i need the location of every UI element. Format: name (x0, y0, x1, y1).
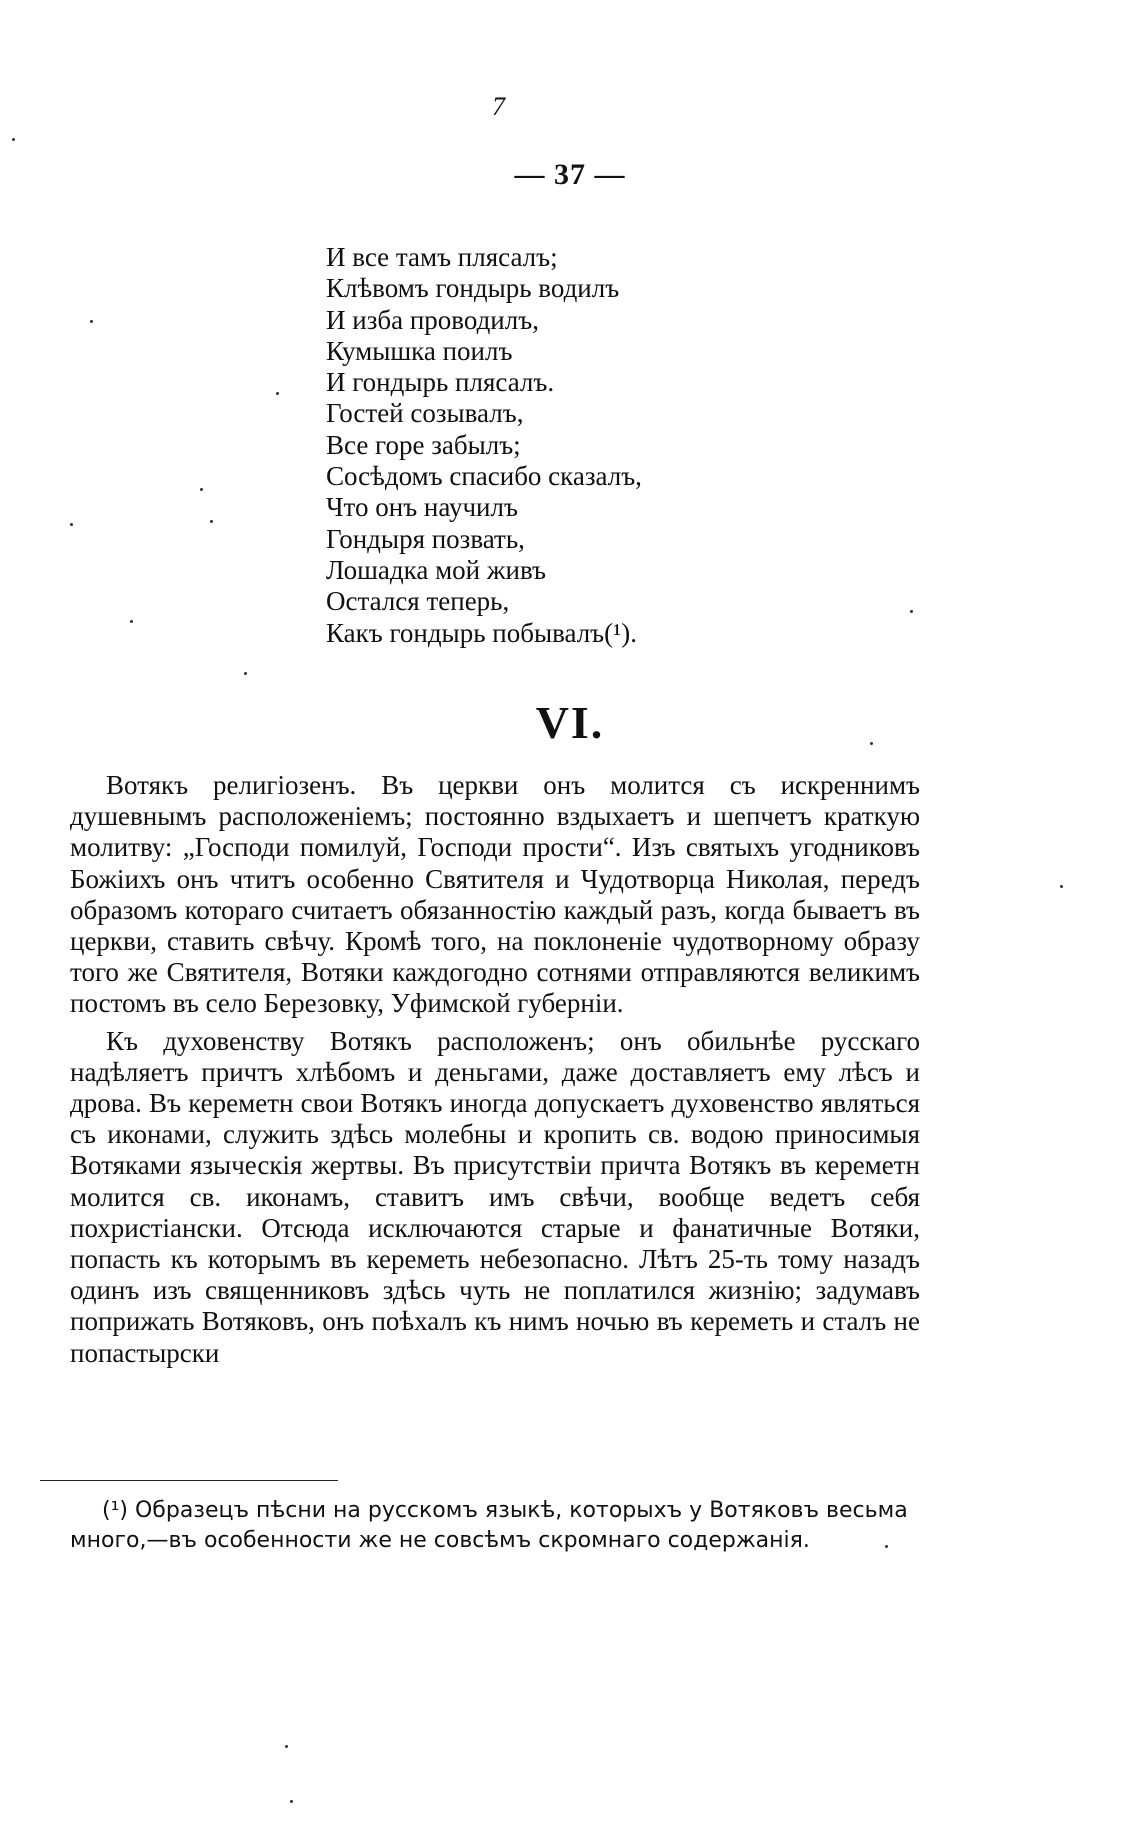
poem-line: И изба проводилъ, (326, 304, 539, 335)
poem-line: Остался теперь, (326, 586, 510, 617)
scan-speck (290, 1800, 293, 1803)
scan-speck (910, 610, 913, 613)
body-text (70, 770, 920, 1375)
scan-speck (276, 392, 279, 395)
paragraph: Вотякъ религіозенъ. Въ церкви онъ молится съ искреннимъ душевнымъ расположеніемъ; постоянно вздыхаетъ и шепчетъ краткую молитву: „Господи помилуй, Господи прости“. Изъ святыхъ угодниковъ Божіихъ онъ чтитъ особенно Святителя и Чудотворца Николая, передъ образомъ котораго считаетъ обязанностію каждый разъ, когда бываетъ въ церкви, ставить свѣчу. Кромѣ того, на поклоненіе чудотворному образу того же Святителя, Вотяки каждогодно сотнями отправляются великимъ постомъ въ село Березовку, Уфимской губерніи. (70, 770, 920, 1019)
top-mark: 7 (492, 92, 505, 121)
scan-speck (210, 520, 213, 523)
poem-line: Гондыря позвать, (326, 523, 525, 554)
scan-speck (885, 1545, 888, 1548)
scan-speck (200, 488, 203, 491)
chapter-heading: VI. (535, 697, 605, 748)
poem-line: Сосѣдомъ спасибо сказалъ, (326, 461, 642, 492)
scan-speck (130, 620, 133, 623)
poem-line: Кумышка поилъ (326, 335, 513, 366)
poem-line: И гондырь плясалъ. (326, 367, 555, 398)
scan-speck (1060, 885, 1063, 888)
footnote: (¹) Образецъ пѣсни на русскомъ языкѣ, которыхъ у Вотяковъ весьма много,—въ особенности же не совсѣмъ скромнаго содержанія. (70, 1498, 908, 1553)
poem-line: Какъ гондырь побывалъ(¹). (326, 617, 637, 648)
poem-line: Клѣвомъ гондырь водилъ (326, 273, 620, 304)
scan-speck (244, 672, 247, 675)
poem-line: Все горе забылъ; (326, 429, 521, 460)
footnote-divider (40, 1480, 338, 1481)
paragraph: Къ духовенству Вотякъ расположенъ; онъ обильнѣе русскаго надѣляетъ причтъ хлѣбомъ и деньгами, даже доставляетъ ему лѣсъ и дрова. Въ кереметн свои Вотякъ иногда допускаетъ духовенство являться съ иконами, служить здѣсь молебны и кропить св. водою приносимыя Вотяками языческія жертвы. Въ присутствіи причта Вотякъ въ кереметн молится св. иконамъ, ставитъ имъ свѣчи, вообще ведетъ себя похристіански. Отсюда исключаются старые и фанатичные Вотяки, попасть къ которымъ въ кереметь небезопасно. Лѣтъ 25-ть тому назадъ одинъ изъ священниковъ здѣсь чуть не поплатился жизнію; задумавъ поприжать Вотяковъ, онъ поѣхалъ къ нимъ ночью въ кереметь и сталъ не попастырски (70, 1025, 920, 1368)
poem-line: Лошадка мой живъ (326, 554, 547, 585)
scan-speck (90, 320, 93, 323)
page-number: — 37 — (514, 158, 626, 191)
scan-speck (285, 1745, 288, 1748)
poem-line: Что онъ научилъ (326, 492, 518, 523)
scan-speck (870, 742, 873, 745)
poem-line: И все тамъ плясалъ; (326, 242, 558, 272)
poem-line: Гостей созывалъ, (326, 398, 524, 429)
scan-speck (12, 138, 15, 141)
poem (326, 242, 642, 649)
scan-speck (70, 523, 73, 526)
